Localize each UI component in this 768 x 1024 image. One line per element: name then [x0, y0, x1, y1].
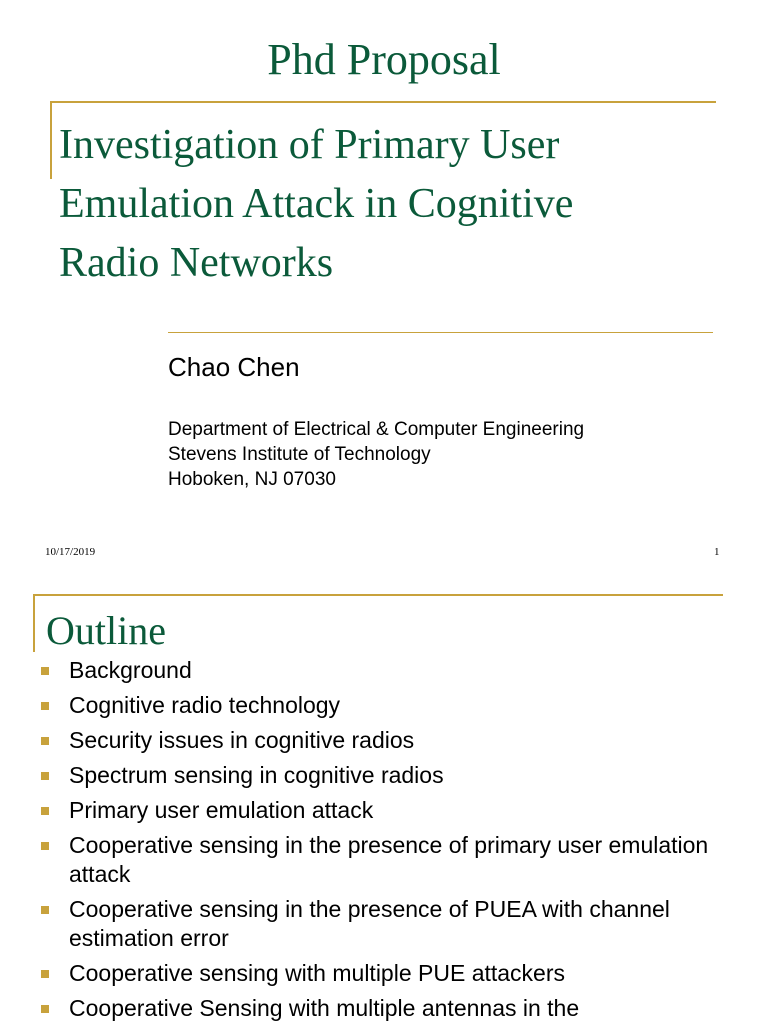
main-title [59, 116, 739, 293]
square-bullet-icon [41, 737, 49, 745]
list-item-text: Background [69, 657, 192, 683]
list-item [0, 959, 768, 988]
square-bullet-icon [41, 1005, 49, 1013]
list-item-text: Cognitive radio technology [69, 692, 341, 718]
list-item-text: Cooperative sensing in the presence of primary user emulation attack [69, 832, 709, 887]
list-item-text: Cooperative sensing in the presence of PUEA with channel estimation error [69, 896, 670, 951]
list-item-text: Primary user emulation attack [69, 797, 374, 823]
main-title-line: Emulation Attack in Cognitive [59, 181, 574, 227]
list-item [0, 726, 768, 755]
phd-proposal-heading: Phd Proposal [267, 35, 501, 84]
outline-heading: Outline [46, 608, 166, 653]
affiliation-line: Hoboken, NJ 07030 [168, 469, 336, 490]
list-item [0, 691, 768, 720]
title-top-rule [50, 101, 716, 103]
author-name: Chao Chen [168, 352, 300, 382]
list-item [0, 831, 768, 889]
main-title-line: Investigation of Primary User [59, 122, 560, 168]
list-item [0, 895, 768, 953]
footer-date: 10/17/2019 [45, 546, 96, 558]
footer-page-number: 1 [714, 546, 720, 558]
main-title-line: Radio Networks [59, 240, 334, 286]
list-item [0, 994, 768, 1023]
square-bullet-icon [41, 970, 49, 978]
outline-left-rule [33, 594, 35, 652]
outline-slide [0, 576, 768, 1024]
list-item [0, 761, 768, 790]
affiliation-block [168, 417, 584, 492]
square-bullet-icon [41, 807, 49, 815]
list-item-text: Security issues in cognitive radios [69, 727, 415, 753]
list-item-text: Spectrum sensing in cognitive radios [69, 762, 444, 788]
square-bullet-icon [41, 772, 49, 780]
square-bullet-icon [41, 842, 49, 850]
author-divider [168, 332, 713, 333]
square-bullet-icon [41, 702, 49, 710]
affiliation-line: Stevens Institute of Technology [168, 444, 431, 465]
list-item [0, 796, 768, 825]
list-item [0, 656, 768, 685]
list-item-text: Cooperative Sensing with multiple antennas in the [69, 995, 580, 1021]
outline-list [0, 656, 768, 1024]
list-item-text: Cooperative sensing with multiple PUE attackers [69, 960, 566, 986]
title-left-rule [50, 101, 52, 179]
affiliation-line: Department of Electrical & Computer Engineering [168, 419, 585, 440]
square-bullet-icon [41, 667, 49, 675]
outline-top-rule [33, 594, 723, 596]
square-bullet-icon [41, 906, 49, 914]
